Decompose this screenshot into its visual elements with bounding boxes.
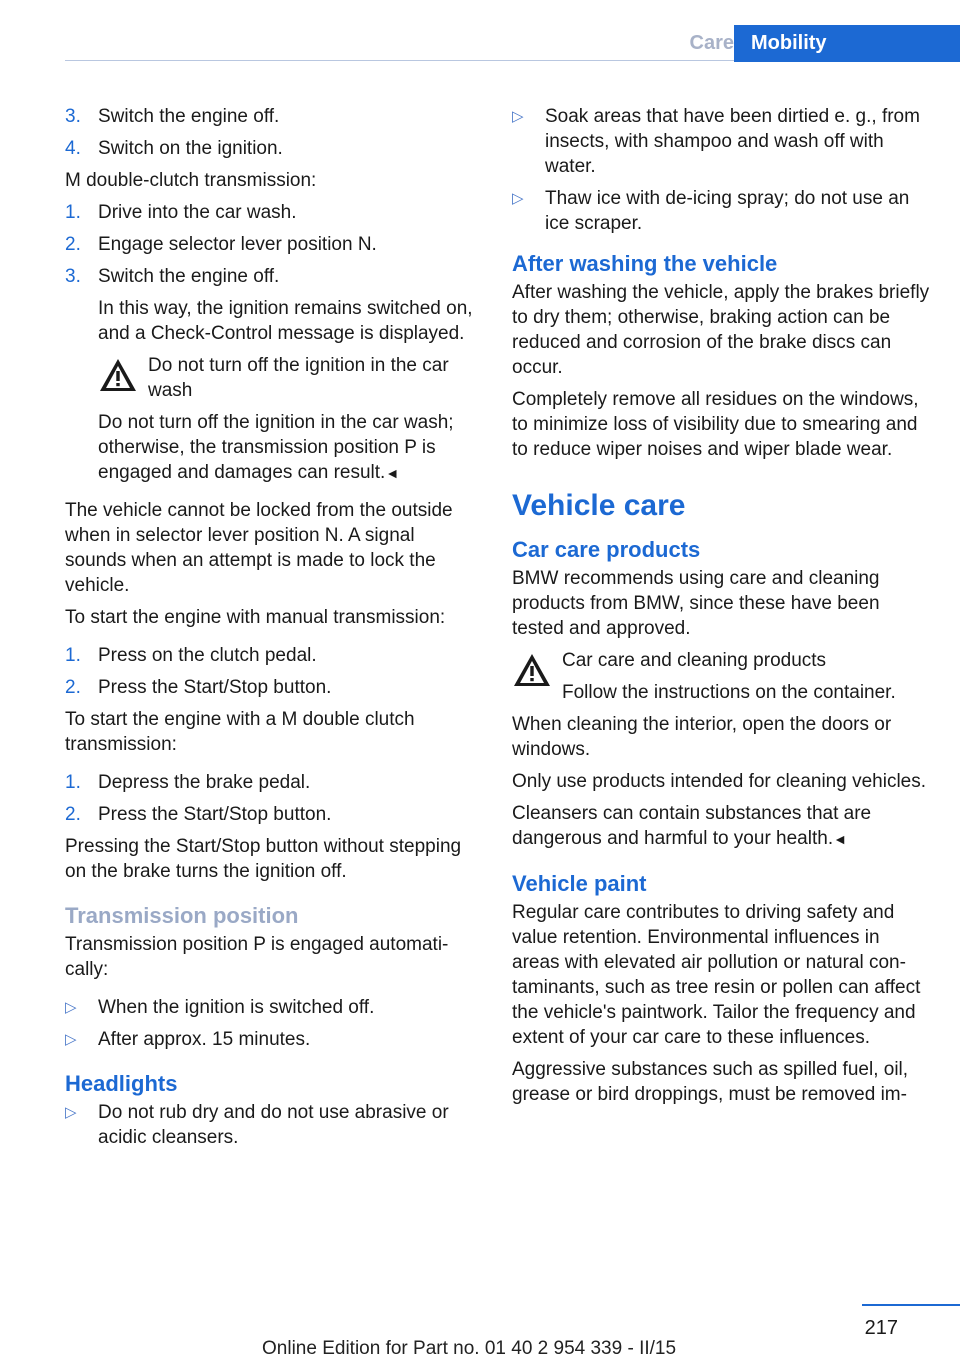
list-item xyxy=(512,186,932,236)
step-text: Press on the clutch pedal. xyxy=(98,645,317,666)
list-item xyxy=(65,104,477,129)
paragraph: Aggressive substances such as spilled fuel, oil, grease or bird droppings, must be removed im- xyxy=(512,1059,909,1105)
step-number: 2. xyxy=(65,234,81,255)
m-dct-label: M double-clutch transmission: xyxy=(65,170,317,191)
heading-transmission-position: Transmission position xyxy=(65,903,299,928)
warning-block xyxy=(65,353,477,486)
paragraph: Only use products intended for cleaning vehicles. xyxy=(512,771,927,792)
step-number: 3. xyxy=(65,106,81,127)
header-section-care[interactable]: Care xyxy=(689,32,734,54)
step-text: Drive into the car wash. xyxy=(98,202,297,223)
warning-body: Follow the instructions on the container. xyxy=(562,682,896,703)
step-text: Switch the engine off. xyxy=(98,266,280,287)
paragraph xyxy=(512,801,932,852)
step-text: Press the Start/Stop button. xyxy=(98,804,332,825)
triangle-bullet-icon: ▷ xyxy=(65,999,77,1016)
list-item xyxy=(65,232,477,257)
bullet-text: After approx. 15 minutes. xyxy=(98,1029,311,1050)
end-mark: ◄ xyxy=(385,465,400,481)
triangle-bullet-icon: ▷ xyxy=(65,1104,77,1121)
edition-text: Online Edition for Part no. 01 40 2 954 339 - II/15 xyxy=(262,1338,677,1359)
list-item xyxy=(65,264,477,289)
page-number: 217 xyxy=(864,1317,898,1339)
warning-title: Car care and cleaning products xyxy=(562,650,827,671)
triangle-bullet-icon: ▷ xyxy=(65,1031,77,1048)
bullet-text: Thaw ice with de-icing spray; do not use an ice scraper. xyxy=(545,188,910,234)
step-note: In this way, the ignition remains switched on, and a Check-Control message is displayed. xyxy=(98,298,473,344)
right-column xyxy=(512,104,932,1114)
paragraph: To start the engine with manual transmission: xyxy=(65,607,446,628)
list-item xyxy=(512,104,932,179)
heading-vehicle-paint: Vehicle paint xyxy=(512,871,647,896)
paragraph: The vehicle cannot be locked from the outside when in selector lever position N. A signal sounds when an attempt is made to lock the vehicle. xyxy=(65,500,453,596)
step-number: 1. xyxy=(65,645,81,666)
bullet-text: Soak areas that have been dirtied e. g., from insects, with shampoo and wash off with water. xyxy=(545,106,920,177)
paragraph: Pressing the Start/Stop button without stepping on the brake turns the ignition off. xyxy=(65,836,462,882)
step-text: Press the Start/Stop button. xyxy=(98,677,332,698)
step-text: Switch the engine off. xyxy=(98,106,280,127)
list-item xyxy=(65,643,477,668)
list-item xyxy=(65,136,477,161)
left-column xyxy=(65,104,477,1157)
step-text: Depress the brake pedal. xyxy=(98,772,311,793)
end-mark: ◄ xyxy=(833,831,847,847)
list-item xyxy=(65,200,477,225)
heading-car-care-products: Car care products xyxy=(512,537,701,562)
paragraph: After washing the vehicle, apply the brakes briefly to dry them; otherwise, braking action can be reduced and corrosion of the brake discs can occur. xyxy=(512,282,930,378)
paragraph: To start the engine with a M double clutch transmission: xyxy=(65,709,415,755)
paragraph-text: Cleansers can contain substances that are dangerous and harmful to your health. xyxy=(512,803,872,849)
paragraph: BMW recommends using care and cleaning products from BMW, since these have been tested and approved. xyxy=(512,568,880,639)
paragraph: When cleaning the interior, open the doors or windows. xyxy=(512,714,892,760)
warning-body-text: Do not turn off the ignition in the car wash; otherwise, the transmission position P is engaged and damages can result. xyxy=(98,412,454,483)
list-item xyxy=(65,1027,477,1052)
triangle-bullet-icon: ▷ xyxy=(512,108,524,125)
step-number: 2. xyxy=(65,804,81,825)
warning-title: Do not turn off the ignition in the car wash xyxy=(148,355,449,401)
warning-title-row xyxy=(98,353,477,403)
bullet-text: Do not rub dry and do not use abrasive or acidic cleansers. xyxy=(98,1102,449,1148)
list-item xyxy=(65,995,477,1020)
list-item xyxy=(65,802,477,827)
warning-body xyxy=(98,410,477,486)
step-number: 3. xyxy=(65,266,81,287)
step-number: 1. xyxy=(65,202,81,223)
list-item xyxy=(65,675,477,700)
step-number: 4. xyxy=(65,138,81,159)
warning-triangle-icon xyxy=(512,652,552,688)
warning-title-row xyxy=(512,648,932,673)
bullet-text: When the ignition is switched off. xyxy=(98,997,375,1018)
paragraph: Regular care contributes to driving safety and value retention. Environmental influences in areas with elevated air pollution or natural contaminants, such as tree resin or pollen can affect the vehicle's paintwork. Tailor the frequency and extent of your car care to these influences. xyxy=(512,902,921,1048)
step-text: Switch on the ignition. xyxy=(98,138,283,159)
triangle-bullet-icon: ▷ xyxy=(512,190,524,207)
paragraph: Completely remove all residues on the windows, to minimize loss of visibility due to smearing and to reduce wiper noises and wiper blade wear. xyxy=(512,389,919,460)
step-number: 2. xyxy=(65,677,81,698)
step-number: 1. xyxy=(65,772,81,793)
list-item xyxy=(65,1100,477,1150)
header-chapter-mobility[interactable]: Mobility xyxy=(734,25,960,62)
step-text: Engage selector lever position N. xyxy=(98,234,377,255)
footer-rule xyxy=(862,1304,960,1306)
page-header xyxy=(0,25,960,62)
heading-headlights: Headlights xyxy=(65,1071,178,1096)
list-item xyxy=(65,770,477,795)
warning-block xyxy=(512,648,932,705)
paragraph: Transmission position P is engaged automatically: xyxy=(65,934,449,980)
heading-vehicle-care: Vehicle care xyxy=(512,489,686,522)
warning-triangle-icon xyxy=(98,357,138,393)
heading-after-washing: After washing the vehicle xyxy=(512,251,778,276)
